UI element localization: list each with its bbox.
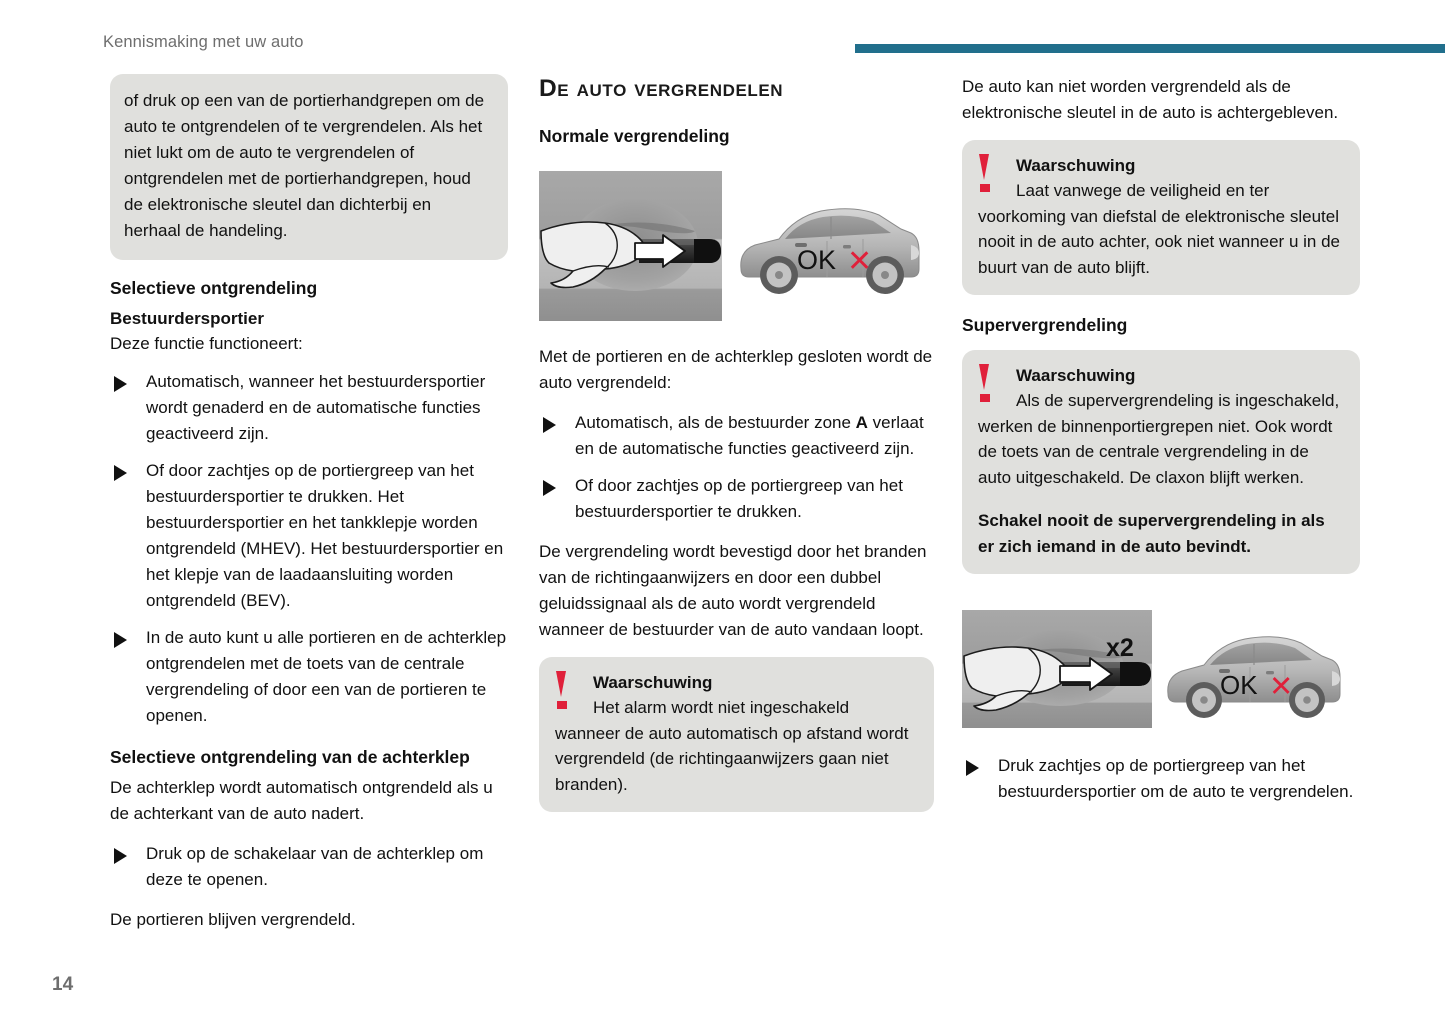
paragraph-portieren-vergrendeld: De portieren blijven vergrendeld.: [110, 910, 356, 929]
triangle-bullet-icon: [114, 848, 127, 864]
door-handle-press-twice-figure: [962, 610, 1352, 728]
triangle-bullet-icon: [114, 632, 127, 648]
exclamation-warning-icon: [978, 154, 992, 194]
middle-column: [539, 74, 934, 828]
subheading-normale-vergrendeling: Normale vergrendeling: [539, 126, 730, 146]
warning-body: Het alarm wordt niet ingeschakeld wanneer de auto automatisch op afstand wordt vergrendeld (de richtingaanwijzers gaan niet branden).: [555, 698, 909, 794]
warning-box-sleutel: [962, 140, 1360, 295]
car-ok-label: OK: [1220, 670, 1258, 700]
car-side-view: [1168, 637, 1340, 718]
car-cross-icon: ✕: [1269, 671, 1294, 703]
bullet-list-achterklep: [110, 841, 508, 893]
list-item-text: Automatisch, wanneer het bestuurdersportier wordt genaderd en de automatische functies geactiveerd zijn.: [146, 372, 486, 443]
list-item-text: Of door zachtjes op de portiergreep van het bestuurdersportier te drukken.: [575, 476, 903, 521]
warning-heading: Waarschuwing: [1016, 366, 1136, 385]
bullet-list-supervergrendeling: [962, 753, 1360, 805]
list-item: [110, 841, 508, 893]
paragraph-achterklep-ontgrendeld: De achterklep wordt automatisch ontgrendeld als u de achterkant van de auto nadert.: [110, 778, 493, 823]
press-count-label: x2: [1106, 634, 1134, 662]
triangle-bullet-icon: [114, 465, 127, 481]
list-item-text-before: Automatisch, als de bestuurder zone: [575, 413, 856, 432]
zone-label: A: [855, 413, 868, 432]
intro-deze-functie: Deze functie functioneert:: [110, 334, 303, 353]
info-box-continued-text: [110, 74, 508, 260]
list-item: [110, 625, 508, 729]
list-item-text: Druk zachtjes op de portiergreep van het bestuurdersportier om de auto te vergrendelen.: [998, 756, 1354, 801]
left-column: [110, 74, 508, 947]
paragraph-vergrendeling-bevestigd: De vergrendeling wordt bevestigd door het branden van de richtingaanwijzers en door een dubbel geluidssignaal als de auto wordt vergrendeld wanneer de bestuurder van de auto vandaan loopt.: [539, 542, 927, 639]
triangle-bullet-icon: [966, 760, 979, 776]
warning-body: Laat vanwege de veiligheid en ter voorkoming van diefstal de elektronische sleutel nooit in de auto achter, ook niet wanneer u in de buurt van de auto blijft.: [978, 181, 1340, 277]
door-handle-press-figure: [539, 171, 924, 321]
car-side-view: [741, 209, 919, 294]
door-handle-panel: [539, 171, 722, 321]
heading-selectieve-ontgrendeling: Selectieve ontgrendeling: [110, 278, 318, 298]
list-item: [539, 473, 934, 525]
header-accent-rule: [855, 44, 1445, 53]
list-item-text-after: verlaat en de automatische functies geactiveerd zijn.: [575, 413, 924, 458]
list-item: [110, 369, 508, 447]
bullet-list-bestuurdersportier: [110, 369, 508, 729]
warning-heading: Waarschuwing: [593, 673, 713, 692]
list-item: [539, 410, 934, 462]
warning-box-supervergrendeling: [962, 350, 1360, 574]
triangle-bullet-icon: [543, 417, 556, 433]
triangle-bullet-icon: [543, 480, 556, 496]
list-item: [110, 458, 508, 614]
subheading-supervergrendeling: Supervergrendeling: [962, 315, 1128, 335]
page-header: [0, 0, 1445, 62]
page-number: 14: [52, 974, 74, 995]
page-title: De auto vergrendelen: [539, 75, 784, 102]
exclamation-warning-icon: [555, 671, 569, 711]
right-column: [962, 74, 1360, 817]
car-cross-icon: ✕: [847, 245, 873, 278]
list-item: [962, 753, 1360, 805]
list-item-text: Druk op de schakelaar van de achterklep om deze te openen.: [146, 844, 484, 889]
paragraph-met-de-portieren: Met de portieren en de achterklep gesloten wordt de auto vergrendeld:: [539, 347, 933, 392]
running-header-title: Kennismaking met uw auto: [103, 33, 304, 51]
door-handle-panel-x2: [962, 610, 1152, 728]
paragraph-auto-kan-niet-vergrendeld: De auto kan niet worden vergrendeld als de elektronische sleutel in de auto is achtergebleven.: [962, 77, 1339, 122]
warning-bold-note: Schakel nooit de supervergrendeling in als er zich iemand in de auto bevindt.: [978, 511, 1325, 556]
warning-body: Als de supervergrendeling is ingeschakeld, werken de binnenportiergrepen niet. Ook wordt de toets van de centrale vergrendeling in de auto uitgeschakeld. De claxon blijft werken.: [978, 391, 1340, 487]
list-item-text: Of door zachtjes op de portiergreep van het bestuurdersportier te drukken. Het bestuurdersportier en het tankklepje worden ontgrendeld (MHEV). Het bestuurdersportier en het klepje van de laadaansluiting worden ontgrendeld (BEV).: [146, 461, 504, 610]
info-box-text: of druk op een van de portierhandgrepen om de auto te ontgrendelen of te vergrendelen. Als het niet lukt om de auto te vergrendelen of ontgrendelen met de portierhandgrepen, houd de elektronische sleutel dan dichterbij en herhaal de handeling.: [124, 91, 485, 240]
figure-normale-vergrendeling: [539, 171, 934, 326]
exclamation-warning-icon: [978, 364, 992, 404]
subheading-bestuurdersportier: Bestuurdersportier: [110, 309, 264, 328]
list-item-text: In de auto kunt u alle portieren en de achterklep ontgrendelen met de toets van de centrale vergrendeling of door een van de portieren te openen.: [146, 628, 507, 725]
bullet-list-vergrendeling: [539, 410, 934, 525]
car-ok-label: OK: [797, 245, 837, 275]
triangle-bullet-icon: [114, 376, 127, 392]
warning-box-alarm: [539, 657, 934, 812]
heading-selectieve-ontgrendeling-achterklep: Selectieve ontgrendeling van de achterklep: [110, 747, 470, 767]
figure-supervergrendeling: [962, 610, 1360, 733]
warning-heading: Waarschuwing: [1016, 156, 1136, 175]
